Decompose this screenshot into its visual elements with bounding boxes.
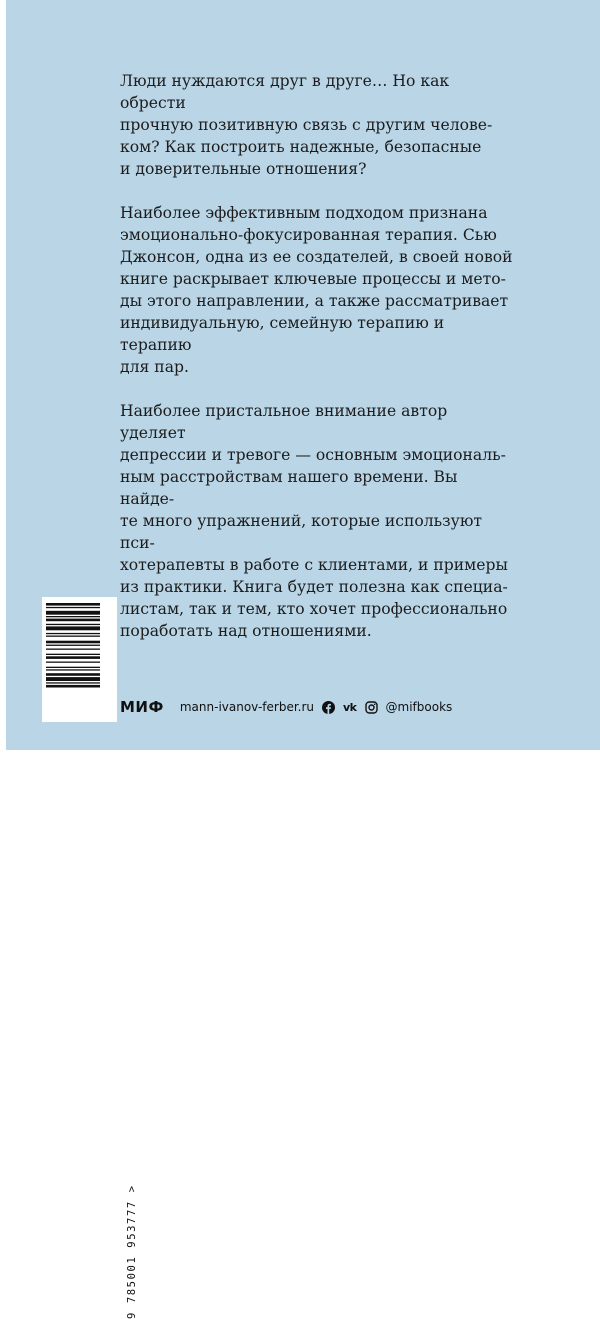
barcode-bar [46, 641, 100, 644]
barcode-bar [46, 677, 100, 681]
facebook-icon[interactable] [322, 701, 335, 714]
barcode-bar [46, 626, 100, 630]
barcode [42, 597, 138, 1319]
barcode-bar [46, 633, 100, 634]
publisher-logo: МИФ [120, 698, 164, 716]
paragraph-therapy: Наиболее эффективным подходом признана эмоционально-фокусированная терапия. Сью Джонсон, одна из ее создателей, в своей новой книге раскрывает ключевые процессы и мето- ды этого направлении, а также рассматривает индивидуальную, семейную терапию и терапию для пар. [120, 204, 513, 376]
barcode-bar [46, 667, 100, 668]
barcode-bar [46, 636, 100, 637]
barcode-bar [46, 654, 100, 655]
vk-icon[interactable]: vk [343, 700, 357, 714]
instagram-icon[interactable] [365, 701, 378, 714]
barcode-bar [46, 682, 100, 683]
barcode-bar [46, 616, 100, 617]
barcode-bars [46, 601, 100, 718]
barcode-digits: 9 785001 953777 > [126, 1184, 138, 1319]
barcode-bar [46, 662, 100, 663]
barcode-bar [46, 607, 100, 608]
back-cover [6, 0, 600, 1319]
social-handle[interactable]: @mifbooks [385, 700, 453, 714]
description-text [120, 70, 515, 664]
barcode-bar [46, 619, 100, 622]
barcode-bar [46, 603, 100, 606]
paragraph-intro: Люди нуждаются друг в друге… Но как обрести прочную позитивную связь с другим челове- ком? Как построить надежные, безопасные и доверительные отношения? [120, 72, 493, 178]
barcode-bar [46, 685, 100, 688]
barcode-bar [46, 673, 100, 676]
publisher-footer [120, 697, 452, 717]
website-link[interactable]: mann-ivanov-ferber.ru [179, 700, 315, 714]
barcode-bar [46, 649, 100, 650]
barcode-bar [46, 624, 100, 625]
barcode-bar [46, 656, 100, 659]
barcode-bar [46, 645, 100, 646]
barcode-bar [46, 669, 100, 670]
paragraph-focus: Наиболее пристальное внимание автор уделяет депрессии и тревоге — основным эмоциональ- ным расстройствам нашего времени. Вы найде- те много упражнений, которые используют пси- хотерапевты в работе с клиентами, и примеры из практики. Книга будет полезна как специа- листам, так и тем, кто хочет профессионально поработать над отношениями. [120, 402, 508, 640]
barcode-bar [46, 611, 100, 615]
